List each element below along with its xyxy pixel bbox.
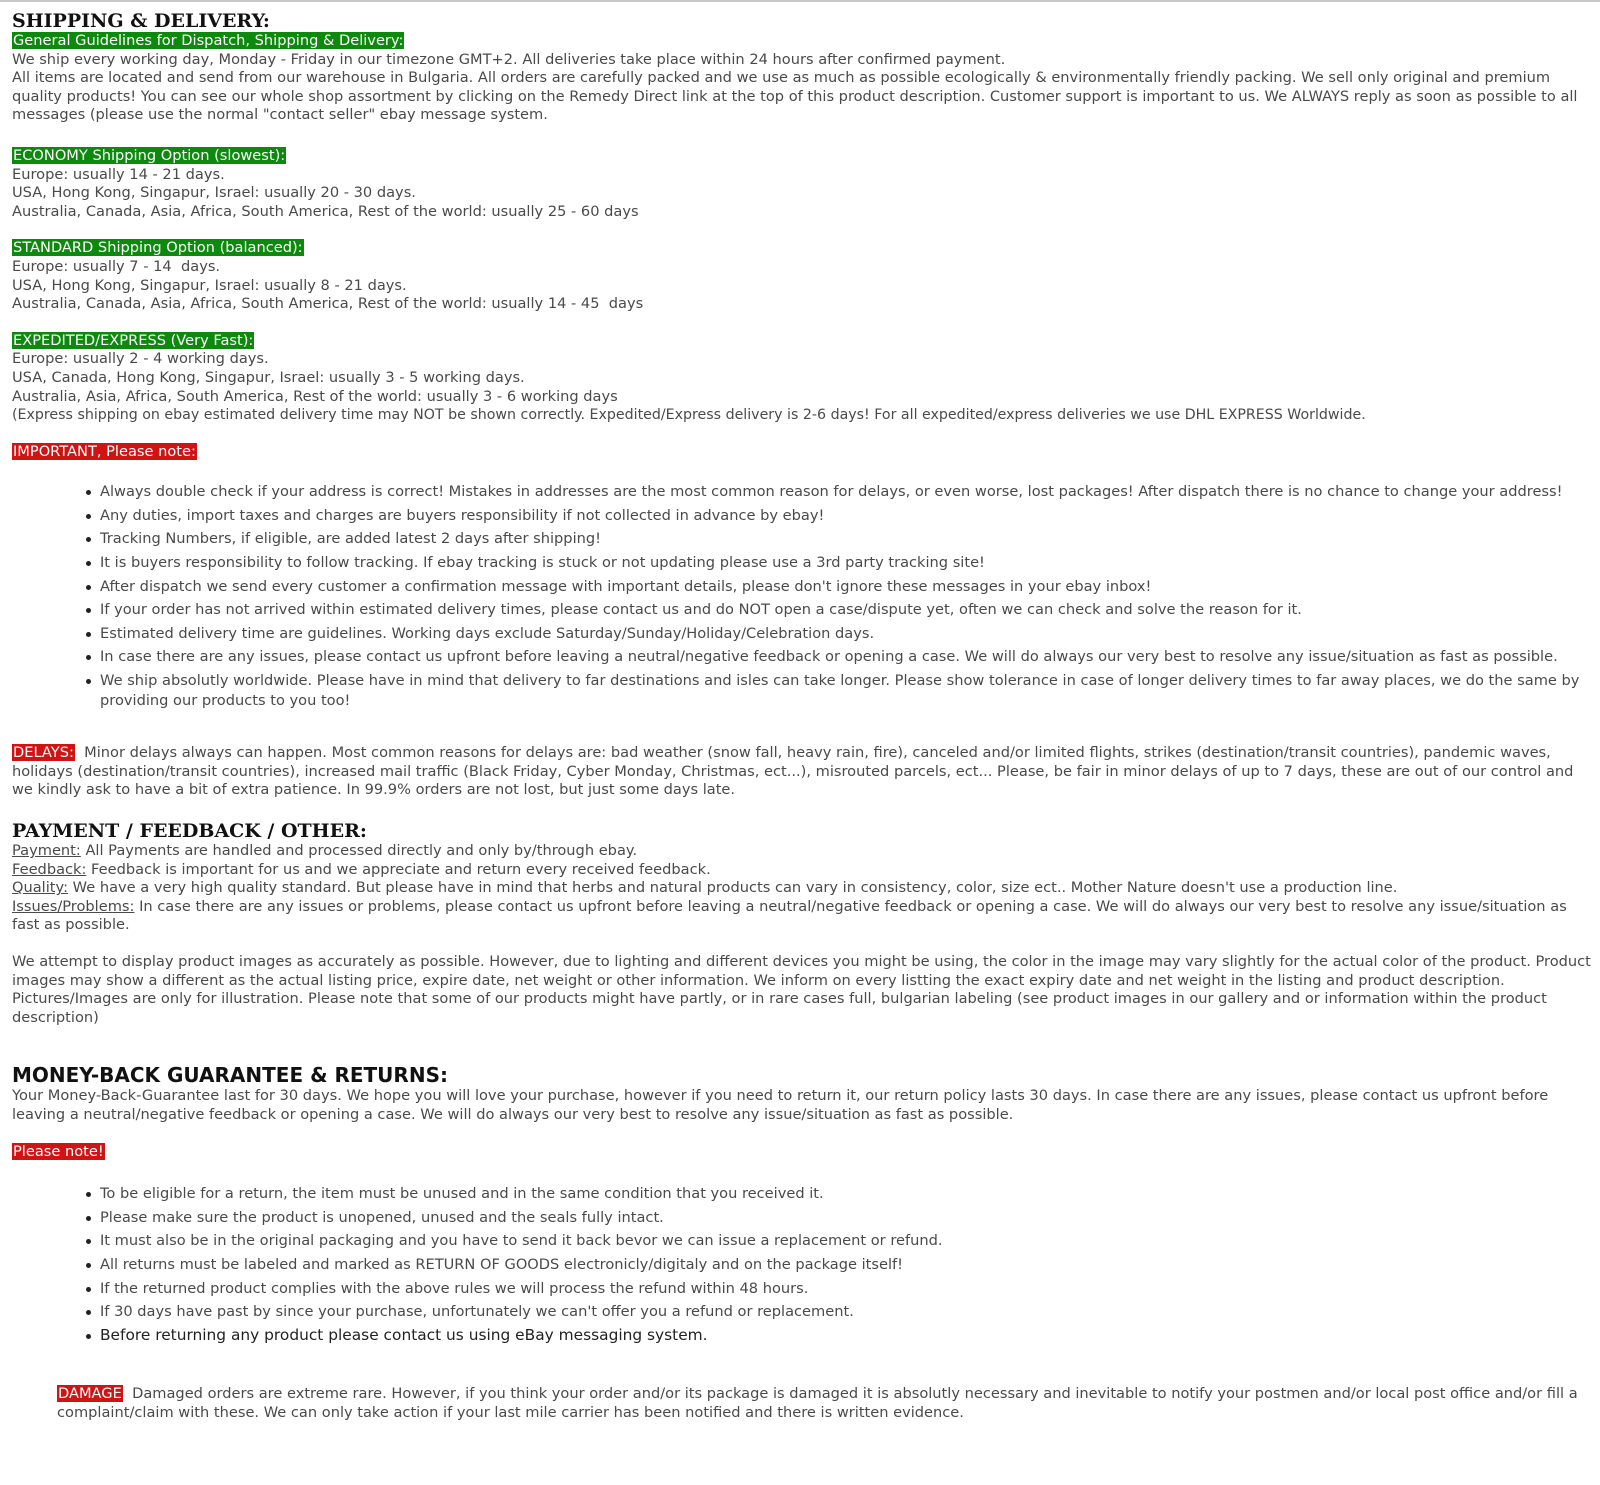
please-note-label: Please note! (13, 1142, 104, 1160)
returns-item: Before returning any product please contact us using eBay messaging system. (100, 1326, 1592, 1346)
general-line-1: We ship every working day, Monday - Friday in our timezone GMT+2. All deliveries take place within 24 hours after confirmed payment. (12, 50, 1006, 68)
standard-line-2: USA, Hong Kong, Singapur, Israel: usually 8 - 21 days. (12, 276, 407, 294)
returns-title: MONEY-BACK GUARANTEE & RETURNS: (12, 1063, 448, 1088)
payment-label: Payment: (12, 842, 81, 859)
economy-line-1: Europe: usually 14 - 21 days. (12, 165, 225, 183)
important-item: If your order has not arrived within estimated delivery times, please contact us and do NOT open a case/dispute yet, often we can check and solve the reason for it. (100, 600, 1592, 620)
damage-label: DAMAGE (58, 1385, 122, 1403)
returns-item: Please make sure the product is unopened, unused and the seals fully intact. (100, 1208, 1592, 1228)
important-item: Always double check if your address is correct! Mistakes in addresses are the most common reason for delays, or even worse, lost packages! After dispatch there is no chance to change your address! (100, 482, 1592, 502)
returns-paragraph: Your Money-Back-Guarantee last for 30 days. We hope you will love your purchase, however if you need to return it, our return policy lasts 30 days. In case there are any issues, please contact us upfront before leaving a neutral/negative feedback or opening a case. We will do always our very best to resolve any issue/situation as fast as possible. (12, 1087, 1549, 1123)
payment-title: PAYMENT / FEEDBACK / OTHER: (12, 820, 367, 842)
important-item: Any duties, import taxes and charges are buyers responsibility if not collected in advance by ebay! (100, 506, 1592, 526)
delays-paragraph (12, 744, 1592, 800)
economy-line-2: USA, Hong Kong, Singapur, Israel: usually 20 - 30 days. (12, 184, 416, 202)
general-line-2: All items are located and send from our warehouse in Bulgaria. All orders are carefully packed and we use as much as possible ecologically & environmentally friendly packing. We sell only original and premium quality products! You can see our whole shop assortment by clicking on the Remedy Direct link at the top of this product description. Customer support is important to us. We ALWAYS reply as soon as possible to all messages (please use the normal "contact seller" ebay message system. (12, 69, 1578, 124)
listing-description (12, 8, 1592, 1422)
important-label: IMPORTANT, Please note: (13, 442, 196, 460)
express-line-1: Europe: usually 2 - 4 working days. (12, 350, 269, 368)
feedback-text: Feedback is important for us and we appreciate and return every received feedback. (86, 860, 711, 878)
delays-label: DELAYS: (13, 744, 74, 762)
important-item: In case there are any issues, please contact us upfront before leaving a neutral/negative feedback or opening a case. We will do always our very best to resolve any issue/situation as fast as possible. (100, 647, 1592, 667)
returns-item: All returns must be labeled and marked as RETURN OF GOODS electronicly/digitaly and on the package itself! (100, 1255, 1592, 1275)
payment-text: All Payments are handled and processed directly and only by/through ebay. (80, 842, 638, 859)
shipping-title: SHIPPING & DELIVERY: (12, 10, 270, 32)
standard-line-3: Australia, Canada, Asia, Africa, South America, Rest of the world: usually 14 - 45 days (12, 295, 644, 313)
issues-row (12, 898, 1592, 935)
express-label: EXPEDITED/EXPRESS (Very Fast): (13, 331, 254, 349)
express-line-2: USA, Canada, Hong Kong, Singapur, Israel: usually 3 - 5 working days. (12, 368, 525, 386)
quality-label: Quality: (12, 879, 69, 897)
important-item: Estimated delivery time are guidelines. Working days exclude Saturday/Sunday/Holiday/Celebration days. (100, 624, 1592, 644)
important-item: Tracking Numbers, if eligible, are added latest 2 days after shipping! (100, 529, 1592, 549)
damage-text: Damaged orders are extreme rare. However, if you think your order and/or its package is damaged it is absolutly necessary and inevitable to notify your postmen and/or local post office and/or fill a complaint/claim with these. We can only take action if your last mile carrier has been notified and there is written evidence. (57, 1385, 1578, 1421)
feedback-row (12, 861, 1592, 880)
returns-item: If the returned product complies with the above rules we will process the refund within 48 hours. (100, 1279, 1592, 1299)
economy-line-3: Australia, Canada, Asia, Africa, South America, Rest of the world: usually 25 - 60 days (12, 202, 639, 220)
returns-list (12, 1184, 1592, 1345)
quality-text: We have a very high quality standard. But please have in mind that herbs and natural products can vary in consistency, color, size ect.. Mother Nature doesn't use a production line. (68, 879, 1398, 897)
express-line-3: Australia, Asia, Africa, South America, Rest of the world: usually 3 - 6 working days (12, 387, 618, 405)
delays-text: Minor delays always can happen. Most common reasons for delays are: bad weather (snow fall, heavy rain, fire), canceled and/or limited flights, strikes (destination/transit countries), pandemic waves, holidays (destination/transit countries), increased mail traffic (Black Friday, Cyber Monday, Christmas, ect...), misrouted parcels, ect... Please, be fair in minor delays of up to 7 days, these are out of our control and we kindly ask to have a bit of extra patience. In 99.9% orders are not lost, but just some days late. (12, 744, 1574, 799)
economy-label: ECONOMY Shipping Option (slowest): (13, 146, 286, 164)
important-item: After dispatch we send every customer a confirmation message with important details, please don't ignore these messages in your ebay inbox! (100, 577, 1592, 597)
returns-item: If 30 days have past by since your purchase, unfortunately we can't offer you a refund or replacement. (100, 1302, 1592, 1322)
important-item: It is buyers responsibility to follow tracking. If ebay tracking is stuck or not updating please use a 3rd party tracking site! (100, 553, 1592, 573)
returns-item: It must also be in the original packaging and you have to send it back bevor we can issue a replacement or refund. (100, 1231, 1592, 1251)
standard-line-1: Europe: usually 7 - 14 days. (12, 257, 221, 275)
top-divider (0, 0, 1600, 2)
issues-text: In case there are any issues or problems, please contact us upfront before leaving a neutral/negative feedback or opening a case. We will do always our very best to resolve any issue/situation as fast as possible. (12, 897, 1567, 934)
standard-label: STANDARD Shipping Option (balanced): (13, 239, 303, 257)
quality-row (12, 879, 1592, 898)
returns-item: To be eligible for a return, the item must be unused and in the same condition that you received it. (100, 1184, 1592, 1204)
feedback-label: Feedback: (12, 860, 87, 878)
issues-label: Issues/Problems: (12, 897, 135, 915)
payment-row (12, 842, 1592, 861)
product-images-paragraph: We attempt to display product images as accurately as possible. However, due to lighting and different devices you might be using, the color in the image may vary slightly for the actual color of the product. Product images may show a different as the actual listing price, expire date, net weight or other information. We inform on every listting the exact expiry date and net weight in the listing and product description. Pictures/Images are only for illustration. Please note that some of our products might have partly, or in rare cases full, bulgarian labeling (see product images in our gallery and or information within the product description) (12, 952, 1591, 1026)
general-guidelines-label: General Guidelines for Dispatch, Shipping & Delivery: (13, 32, 404, 49)
important-list (12, 482, 1592, 710)
important-item: We ship absolutly worldwide. Please have in mind that delivery to far destinations and isles can take longer. Please show tolerance in case of longer delivery times to far away places, we do the same by providing our products to you too! (100, 671, 1592, 710)
express-line-4: (Express shipping on ebay estimated delivery time may NOT be shown correctly. Expedited/Express delivery is 2-6 days! For all expedited/express deliveries we use DHL EXPRESS Worldwide. (12, 407, 1366, 424)
damage-paragraph (12, 1385, 1592, 1422)
